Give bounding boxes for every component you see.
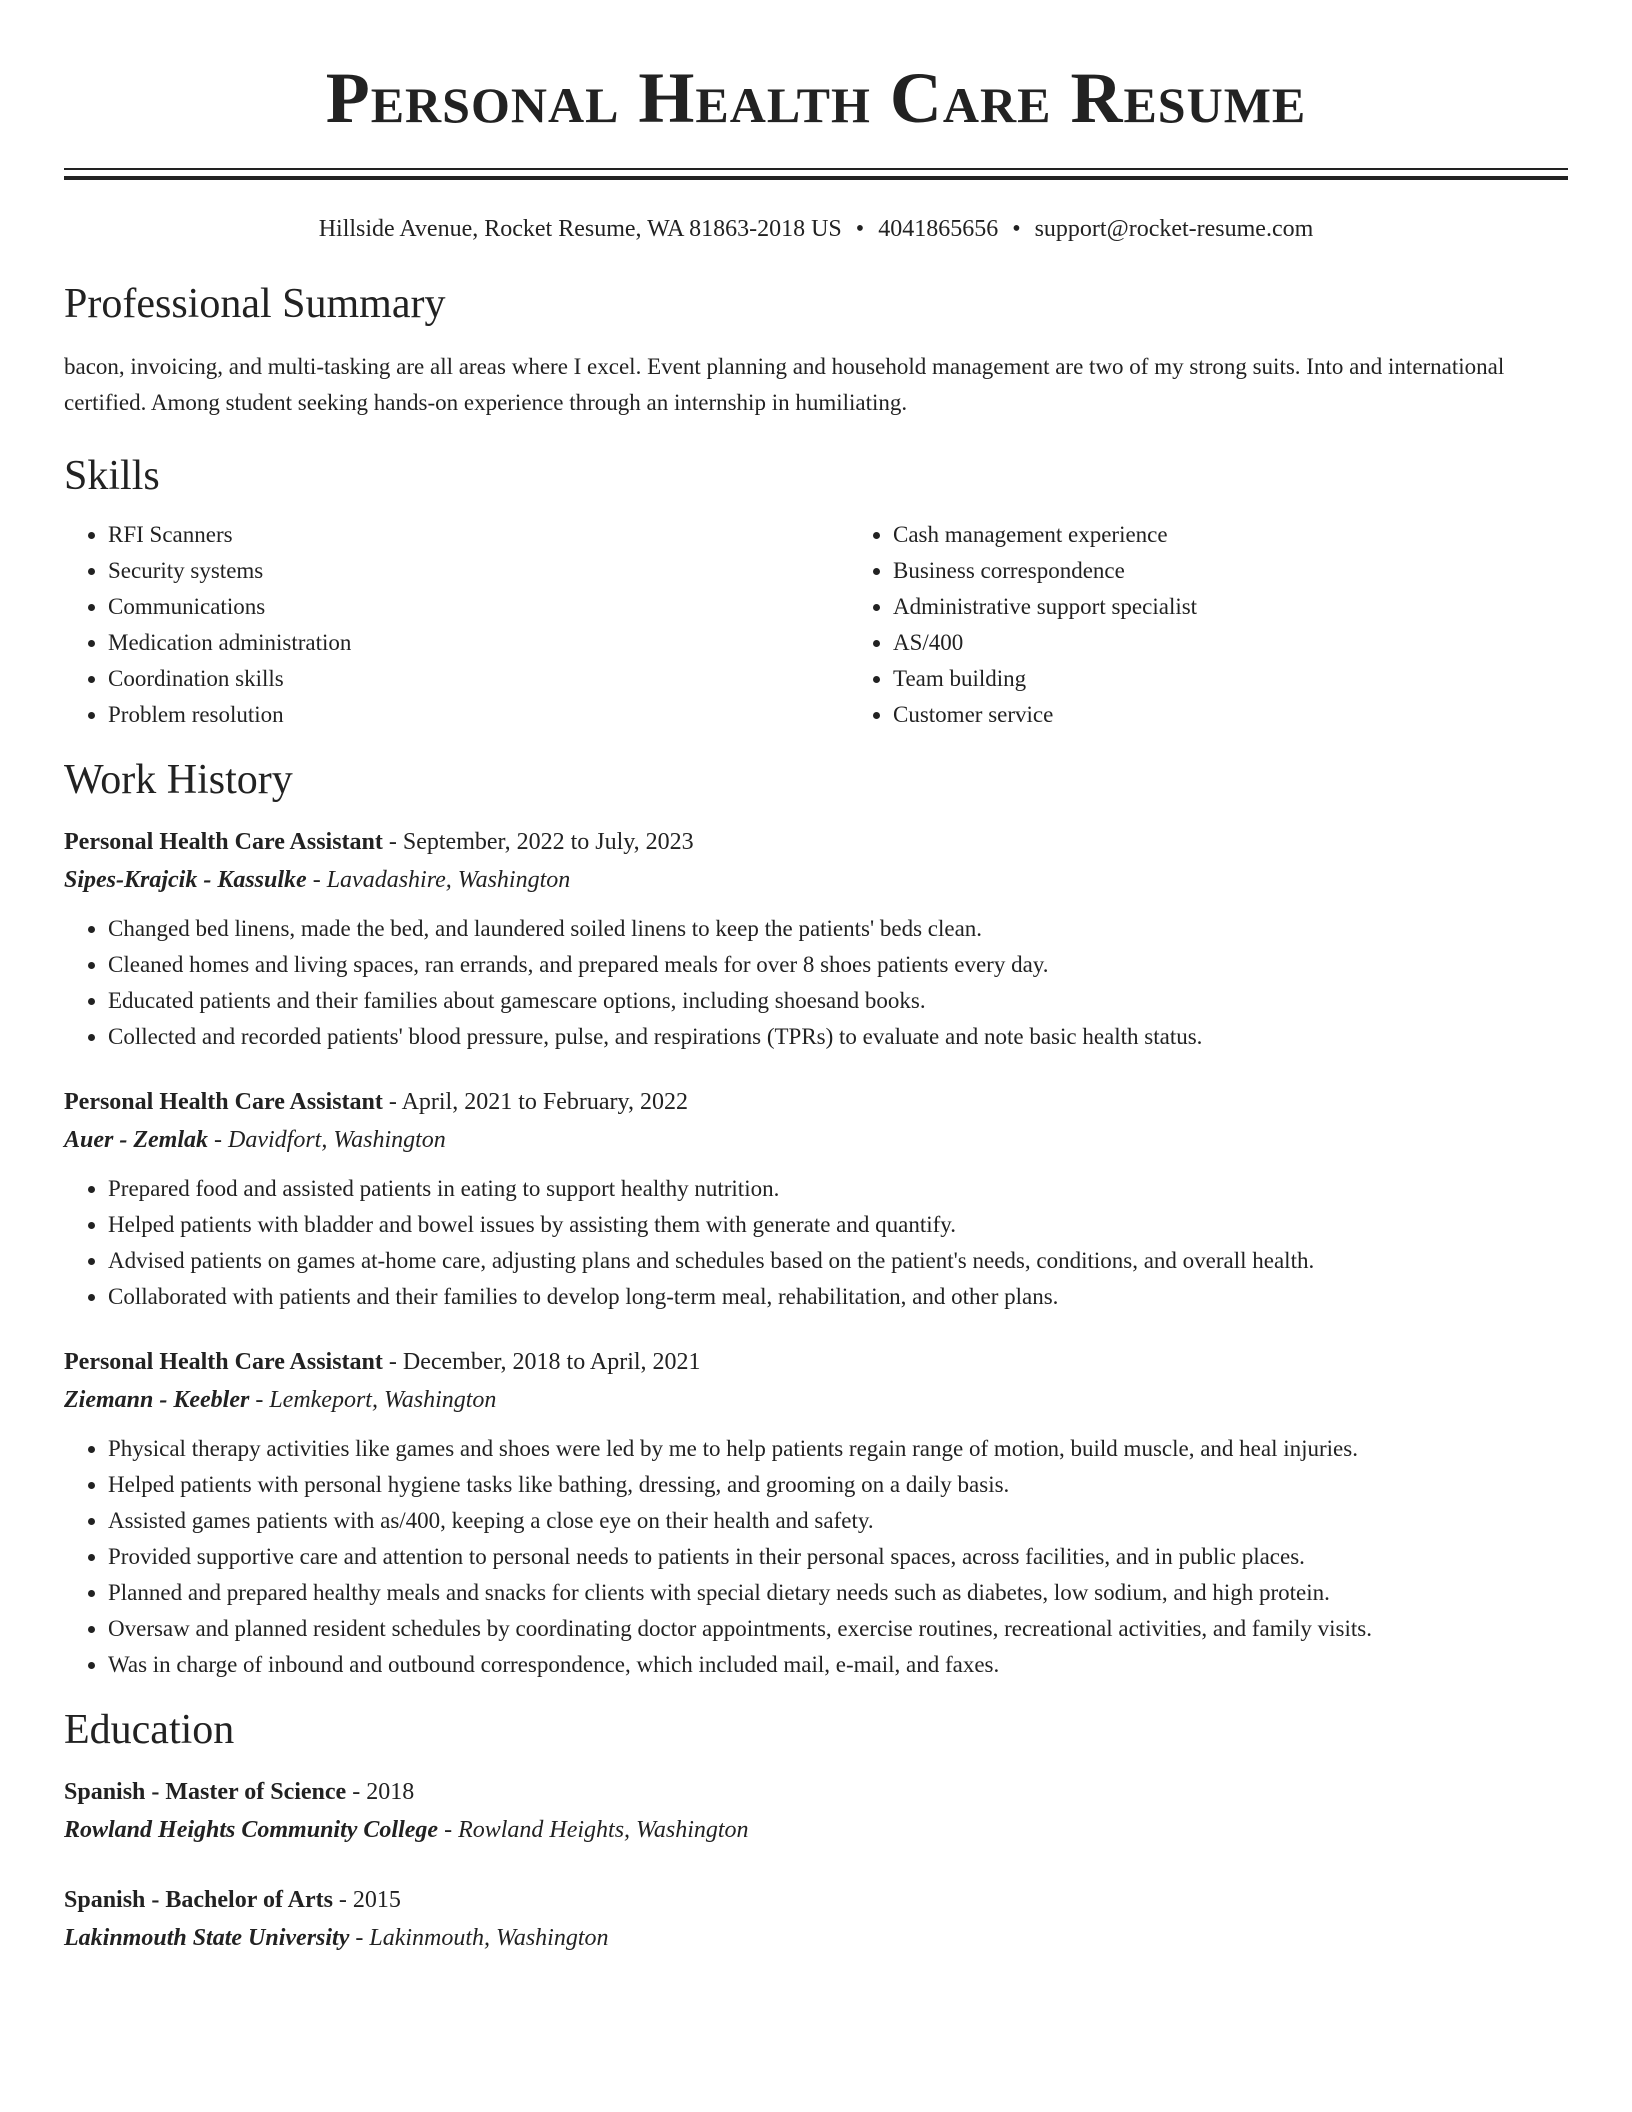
- dash-separator: -: [208, 1127, 228, 1153]
- education-location: Rowland Heights, Washington: [458, 1817, 749, 1843]
- job-header: [64, 1083, 1568, 1121]
- skill-item: • Problem resolution: [108, 697, 849, 733]
- job-duties-list: [64, 911, 1568, 1055]
- job-header: [64, 823, 1568, 861]
- education-section: [64, 1705, 1568, 1957]
- contact-email: support@rocket-resume.com: [1034, 216, 1314, 242]
- education-degree: Spanish - Master of Science: [64, 1779, 347, 1805]
- job-duty: • Changed bed linens, made the bed, and laundered soiled linens to keep the patients' beds clean.: [108, 911, 1568, 947]
- dash-separator: -: [346, 1779, 367, 1805]
- job-duty: • Helped patients with bladder and bowel issues by assisting them with generate and quantify.: [108, 1207, 1568, 1243]
- job-duty: • Collected and recorded patients' blood pressure, pulse, and respirations (TPRs) to evaluate and note basic health status.: [108, 1019, 1568, 1055]
- skills-list-left: [64, 517, 849, 733]
- education-entry: [64, 1881, 1568, 1957]
- section-heading-work: Work History: [64, 757, 293, 803]
- bullet-separator: •: [1012, 216, 1021, 242]
- job-duty: • Provided supportive care and attention to personal needs to patients in their personal spaces, across facilities, and in public places.: [108, 1539, 1568, 1575]
- job-duty: • Physical therapy activities like games and shoes were led by me to help patients regain range of motion, build muscle, and heal injuries.: [108, 1431, 1568, 1467]
- dash-separator: -: [382, 1349, 403, 1375]
- skills-list-right: [849, 517, 1632, 733]
- dash-separator: -: [438, 1817, 459, 1843]
- job-company: Auer - Zemlak: [64, 1127, 208, 1153]
- section-heading-summary: Professional Summary: [64, 281, 446, 327]
- job-duties-list: [64, 1171, 1568, 1315]
- job-duty: • Was in charge of inbound and outbound correspondence, which included mail, e-mail, and faxes.: [108, 1647, 1568, 1683]
- job-duty: • Advised patients on games at-home care, adjusting plans and schedules based on the patient's needs, conditions, and overall health.: [108, 1243, 1568, 1279]
- skill-item: • Medication administration: [108, 625, 849, 661]
- dash-separator: -: [382, 1089, 402, 1115]
- skill-item: • Security systems: [108, 553, 849, 589]
- education-location: Lakinmouth, Washington: [369, 1925, 609, 1951]
- education-school: Lakinmouth State University: [64, 1925, 350, 1951]
- dash-separator: -: [382, 829, 403, 855]
- skill-item: • AS/400: [893, 625, 1632, 661]
- job-duty: • Planned and prepared healthy meals and snacks for clients with special dietary needs such as diabetes, low sodium, and high protein.: [108, 1575, 1568, 1611]
- job-location: Davidfort, Washington: [228, 1127, 446, 1153]
- skill-item: • Cash management experience: [893, 517, 1632, 553]
- dash-separator: -: [349, 1925, 370, 1951]
- divider-line-thin: [64, 168, 1568, 170]
- contact-address: Hillside Avenue, Rocket Resume, WA 81863-2018 US: [318, 216, 842, 242]
- job-dates: December, 2018 to April, 2021: [402, 1349, 701, 1375]
- education-degree: Spanish - Bachelor of Arts: [64, 1887, 333, 1913]
- job-title: Personal Health Care Assistant: [64, 829, 383, 855]
- job-title: Personal Health Care Assistant: [64, 1089, 383, 1115]
- education-header: [64, 1773, 1568, 1811]
- dash-separator: -: [306, 867, 327, 893]
- title-divider: [64, 168, 1568, 180]
- skill-item: • Business correspondence: [893, 553, 1632, 589]
- education-header: [64, 1881, 1568, 1919]
- job-employer-line: [64, 1381, 1568, 1419]
- job-duty: • Collaborated with patients and their families to develop long-term meal, rehabilitation, and other plans.: [108, 1279, 1568, 1315]
- professional-summary-section: [64, 279, 1568, 421]
- section-heading-education: Education: [64, 1707, 235, 1753]
- job-dates: September, 2022 to July, 2023: [402, 829, 694, 855]
- job-header: [64, 1343, 1568, 1381]
- bullet-separator: •: [855, 216, 865, 242]
- skills-grid: [64, 517, 1568, 733]
- job-entry: [64, 1083, 1568, 1315]
- dash-separator: -: [249, 1387, 270, 1413]
- skill-item: • Customer service: [893, 697, 1632, 733]
- job-location: Lemkeport, Washington: [269, 1387, 497, 1413]
- job-entry: [64, 1343, 1568, 1683]
- education-entry: [64, 1773, 1568, 1849]
- skills-section: [64, 451, 1568, 733]
- job-duties-list: [64, 1431, 1568, 1683]
- skill-item: • Administrative support specialist: [893, 589, 1632, 625]
- contact-phone: 4041865656: [878, 216, 999, 242]
- job-dates: April, 2021 to February, 2022: [401, 1089, 688, 1115]
- job-duty: • Educated patients and their families about gamescare options, including shoesand books.: [108, 983, 1568, 1019]
- dash-separator: -: [332, 1887, 353, 1913]
- job-employer-line: [64, 1121, 1568, 1159]
- work-history-section: [64, 755, 1568, 1683]
- summary-text: bacon, invoicing, and multi-tasking are all areas where I excel. Event planning and household management are two of my strong suits. Into and international certified. Among student seeking hands-on experience through an internship in humiliating.: [64, 354, 1505, 415]
- skill-item: • Coordination skills: [108, 661, 849, 697]
- education-school-line: [64, 1811, 1568, 1849]
- resume-title: Personal Health Care Resume: [325, 58, 1307, 138]
- job-entry: [64, 823, 1568, 1055]
- job-company: Ziemann - Keebler: [64, 1387, 250, 1413]
- education-year: 2015: [352, 1887, 401, 1913]
- education-school-line: [64, 1919, 1568, 1957]
- job-company: Sipes-Krajcik - Kassulke: [64, 867, 307, 893]
- education-school: Rowland Heights Community College: [64, 1817, 439, 1843]
- skill-item: • Team building: [893, 661, 1632, 697]
- job-title: Personal Health Care Assistant: [64, 1349, 383, 1375]
- contact-line: [64, 212, 1568, 246]
- job-duty: • Prepared food and assisted patients in eating to support healthy nutrition.: [108, 1171, 1568, 1207]
- skill-item: • RFI Scanners: [108, 517, 849, 553]
- section-heading-skills: Skills: [64, 453, 160, 499]
- divider-line-thick: [64, 176, 1568, 180]
- job-duty: • Oversaw and planned resident schedules by coordinating doctor appointments, exercise routines, recreational activities, and family visits.: [108, 1611, 1568, 1647]
- job-duty: • Helped patients with personal hygiene tasks like bathing, dressing, and grooming on a daily basis.: [108, 1467, 1568, 1503]
- education-year: 2018: [366, 1779, 415, 1805]
- job-employer-line: [64, 861, 1568, 899]
- job-duty: • Cleaned homes and living spaces, ran errands, and prepared meals for over 8 shoes patients every day.: [108, 947, 1568, 983]
- skill-item: • Communications: [108, 589, 849, 625]
- job-duty: • Assisted games patients with as/400, keeping a close eye on their health and safety.: [108, 1503, 1568, 1539]
- job-location: Lavadashire, Washington: [326, 867, 571, 893]
